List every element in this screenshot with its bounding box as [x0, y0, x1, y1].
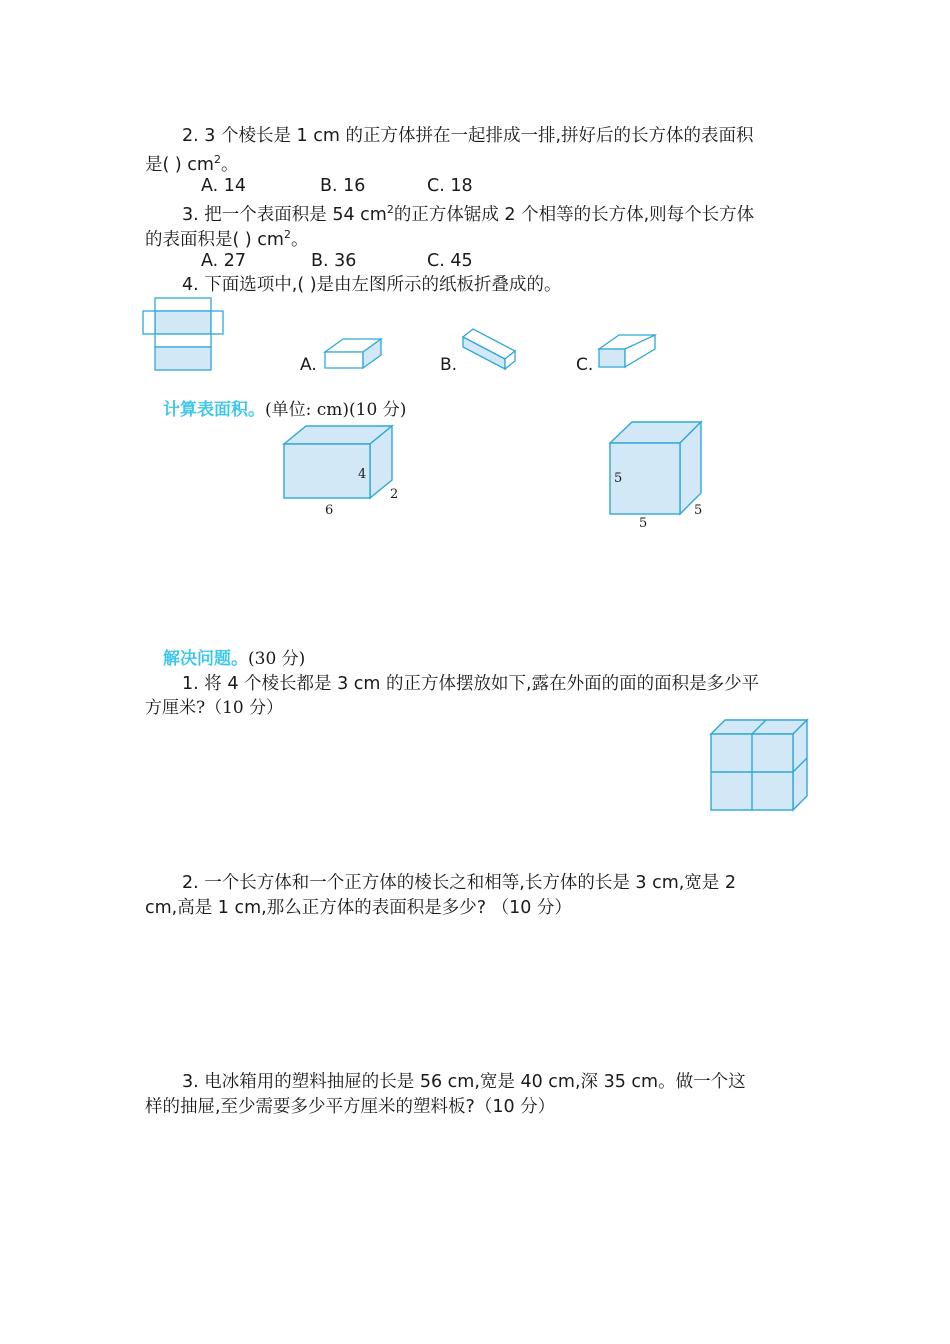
cube-label-height: 5: [614, 471, 623, 486]
q4-line: 4. 下面选项中,( )是由左图所示的纸板折叠成的。: [182, 275, 562, 295]
option-a-box: [325, 326, 385, 372]
q2-line2: [145, 148, 238, 177]
calc-section-title: [163, 398, 406, 422]
problem1-line1: 1. 将 4 个棱长都是 3 cm 的正方体摆放如下,露在外面的面的面积是多少平: [182, 674, 760, 694]
q2-blank-text: 是( ) cm: [145, 155, 214, 175]
solve-note: (30 分): [248, 649, 306, 669]
calc-heading: 计算表面积。: [163, 400, 265, 420]
net-figure: [143, 298, 225, 372]
cube-figure: [610, 422, 720, 532]
problem2-line2: cm,高是 1 cm,那么正方体的表面积是多少? （10 分）: [145, 898, 572, 918]
cuboid-label-height: 4: [358, 467, 367, 482]
cuboid-figure: [284, 426, 414, 518]
q3-line2: [145, 223, 308, 252]
q3-line2-pre: 的表面积是( ) cm: [145, 230, 284, 250]
q3-line1-pre: 3. 把一个表面积是 54 cm: [182, 205, 387, 225]
calc-note: (单位: cm)(10 分): [265, 400, 407, 420]
q4-option-b[interactable]: B.: [440, 355, 458, 375]
solve-heading: 解决问题。: [163, 649, 248, 669]
q3-option-c[interactable]: C. 45: [427, 251, 473, 271]
q2-option-c[interactable]: C. 18: [427, 176, 473, 196]
q4-option-c[interactable]: C.: [576, 355, 594, 375]
q3-option-a[interactable]: A. 27: [201, 251, 247, 271]
q3-line1-post: 的正方体锯成 2 个相等的长方体,则每个长方体: [393, 205, 755, 225]
problem1-line2: 方厘米?（10 分）: [145, 698, 284, 718]
cube-label-length: 5: [639, 516, 648, 531]
q3-end: 。: [290, 230, 309, 250]
problem3-line2: 样的抽屉,至少需要多少平方厘米的塑料板?（10 分）: [145, 1097, 556, 1117]
q2-option-a[interactable]: A. 14: [201, 176, 247, 196]
q2-line1: 2. 3 个棱长是 1 cm 的正方体拼在一起排成一排,拼好后的长方体的表面积: [182, 126, 754, 146]
q3-superscript-1: 2: [386, 203, 394, 216]
option-c-box: [599, 327, 659, 371]
q3-option-b[interactable]: B. 36: [311, 251, 357, 271]
q2-superscript: 2: [213, 153, 221, 166]
solve-section-title: [163, 647, 305, 671]
cuboid-label-width: 2: [390, 487, 399, 502]
q2-end: 。: [220, 155, 239, 175]
q4-option-a[interactable]: A.: [300, 355, 317, 375]
q3-superscript-2: 2: [283, 228, 291, 241]
problem3-line1: 3. 电冰箱用的塑料抽屉的长是 56 cm,宽是 40 cm,深 35 cm。做一个这: [182, 1072, 746, 1092]
problem2-line1: 2. 一个长方体和一个正方体的棱长之和相等,长方体的长是 3 cm,宽是 2: [182, 873, 737, 893]
cube-label-width: 5: [694, 503, 703, 518]
q2-option-b[interactable]: B. 16: [320, 176, 366, 196]
cuboid-label-length: 6: [325, 503, 334, 518]
option-b-box: [463, 327, 519, 371]
four-cubes-figure: [711, 720, 809, 814]
